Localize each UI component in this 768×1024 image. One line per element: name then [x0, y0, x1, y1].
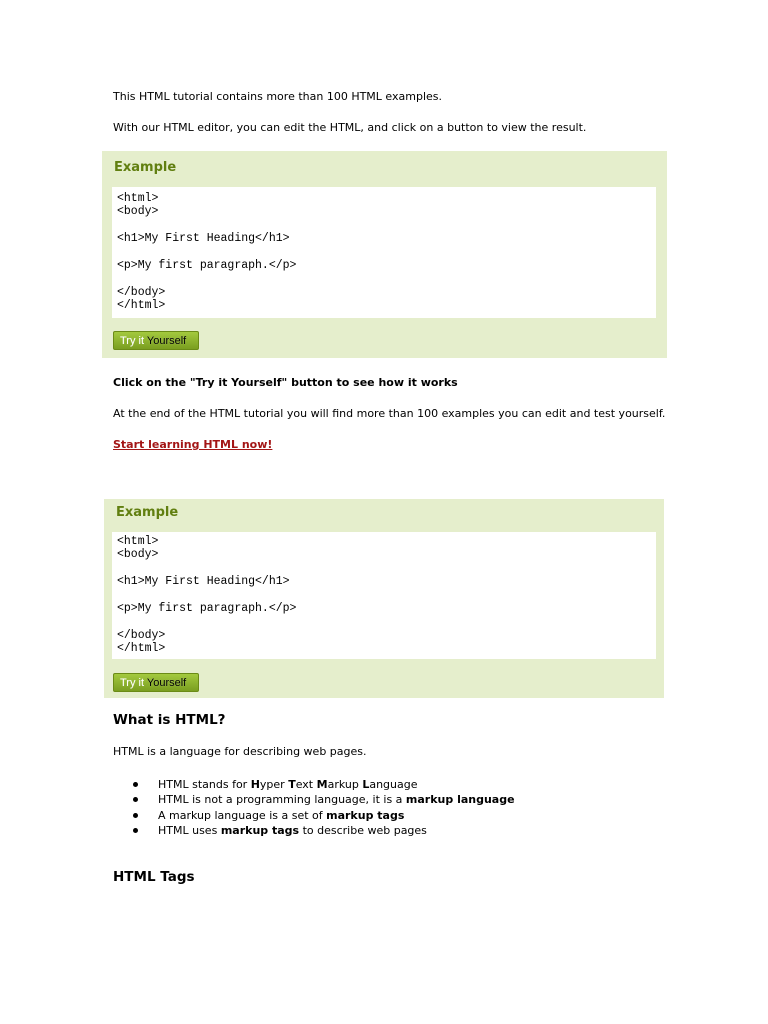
try-it-yourself-button[interactable]	[113, 331, 199, 350]
list-text-bold: H	[250, 778, 260, 791]
click-instruction: Click on the "Try it Yourself" button to see how it works	[113, 376, 458, 389]
list-text: arkup	[327, 778, 363, 791]
bullet-icon	[133, 813, 138, 818]
code-line: </html>	[117, 642, 166, 655]
yourself-label: Yourself	[146, 335, 187, 347]
list-item	[133, 823, 515, 838]
list-item	[133, 792, 515, 807]
list-item	[133, 808, 515, 823]
code-line: <h1>My First Heading</h1>	[117, 575, 290, 588]
code-line: <h1>My First Heading</h1>	[117, 232, 290, 245]
yourself-label: Yourself	[146, 677, 187, 689]
code-line: <html>	[117, 192, 159, 205]
list-text-bold: T	[288, 778, 296, 791]
list-text-bold: M	[316, 778, 328, 791]
intro-line-2: With our HTML editor, you can edit the HTML, and click on a button to view the result.	[113, 121, 587, 134]
code-line: </body>	[117, 286, 166, 299]
list-item	[133, 777, 515, 792]
try-it-yourself-button[interactable]	[113, 673, 199, 692]
code-line: </body>	[117, 629, 166, 642]
example-box-1	[102, 151, 667, 358]
code-line: <body>	[117, 205, 159, 218]
what-is-html-heading: What is HTML?	[113, 712, 226, 728]
list-text-bold: markup tags	[220, 823, 300, 837]
html-description: HTML is a language for describing web pages.	[113, 745, 367, 758]
code-line: <body>	[117, 548, 159, 561]
intro-line-1: This HTML tutorial contains more than 100 HTML examples.	[113, 90, 442, 103]
bullet-icon	[133, 797, 138, 802]
list-text: yper	[259, 778, 289, 791]
try-it-label: Try it	[120, 335, 145, 347]
list-text: to describe web pages	[299, 823, 427, 837]
list-text-bold: L	[362, 778, 370, 791]
bullet-icon	[133, 782, 138, 787]
example-title: Example	[114, 160, 177, 175]
html-tags-heading: HTML Tags	[113, 869, 195, 885]
list-text: HTML uses	[158, 823, 221, 837]
bullet-icon	[133, 828, 138, 833]
list-text: anguage	[369, 778, 418, 791]
html-facts-list	[133, 777, 515, 838]
code-line: <p>My first paragraph.</p>	[117, 259, 297, 272]
code-block	[112, 532, 656, 659]
list-text: HTML stands for	[158, 778, 251, 791]
list-text-bold: markup language	[405, 793, 515, 807]
example-box-2	[104, 499, 664, 698]
list-text: A markup language is a set of	[158, 808, 327, 822]
code-line: </html>	[117, 299, 166, 312]
end-of-tutorial-text: At the end of the HTML tutorial you will find more than 100 examples you can edit and test yourself.	[113, 407, 666, 420]
code-line: <html>	[117, 535, 159, 548]
code-block	[112, 187, 656, 318]
list-text: ext	[295, 778, 317, 791]
try-it-label: Try it	[120, 677, 145, 689]
list-text-bold: markup tags	[326, 808, 405, 822]
code-line: <p>My first paragraph.</p>	[117, 602, 297, 615]
start-learning-link[interactable]: Start learning HTML now!	[113, 438, 273, 451]
list-text: HTML is not a programming language, it is a	[158, 793, 406, 807]
example-title: Example	[116, 505, 179, 520]
